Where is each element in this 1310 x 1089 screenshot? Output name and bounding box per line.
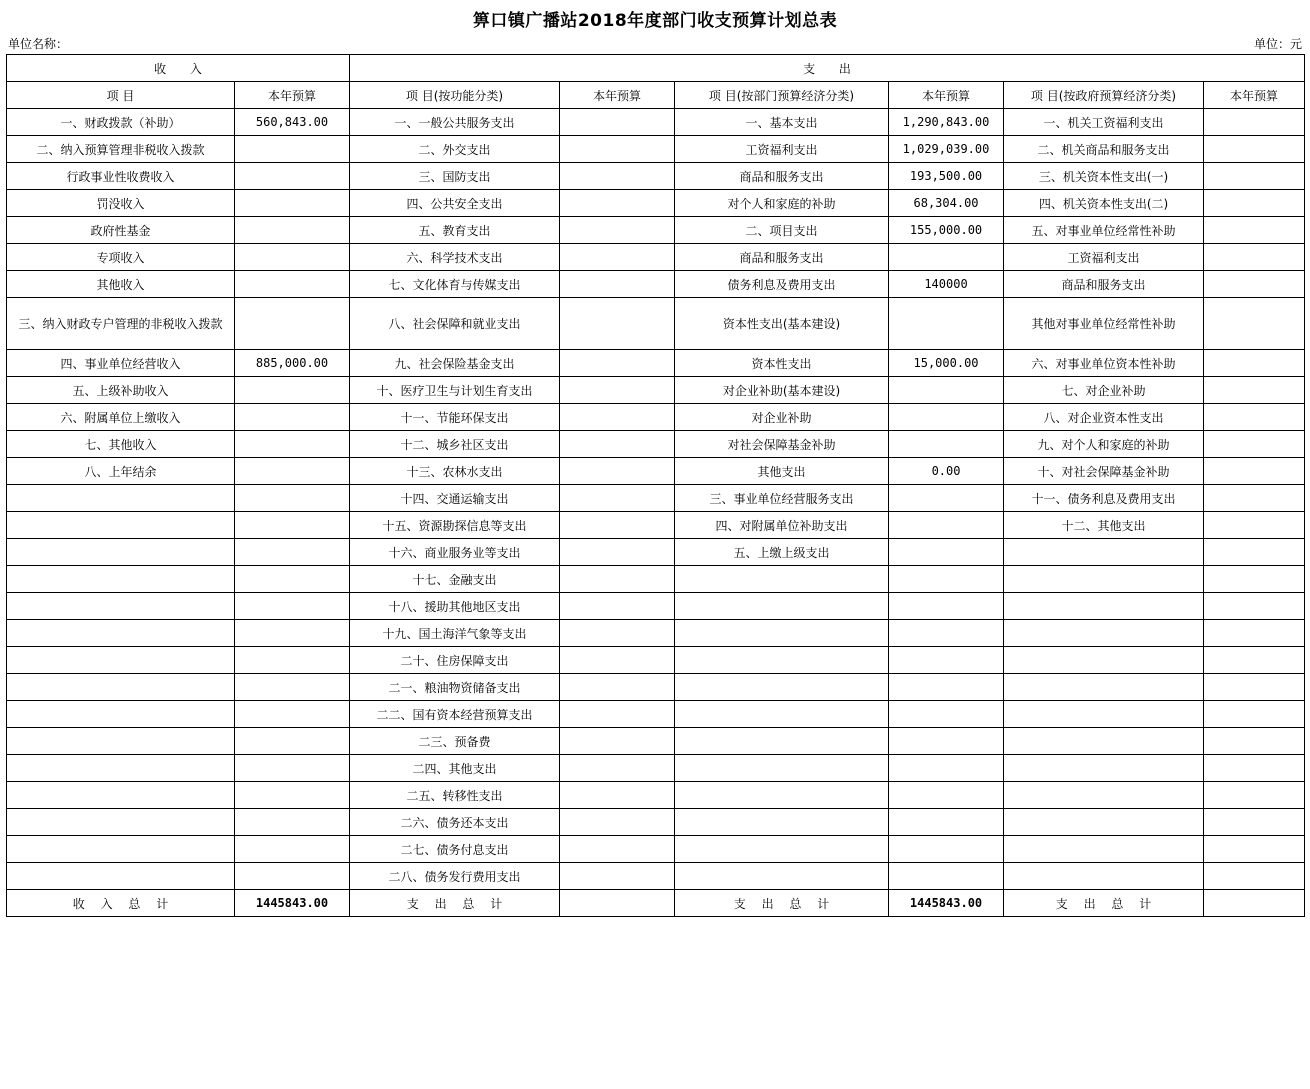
cell-function-value	[560, 271, 675, 298]
cell-department-item: 商品和服务支出	[675, 163, 889, 190]
table-row	[7, 350, 1305, 377]
cell-income-item: 七、其他收入	[7, 431, 235, 458]
cell-department-item: 商品和服务支出	[675, 244, 889, 271]
cell-department-item: 债务利息及费用支出	[675, 271, 889, 298]
table-total-row	[7, 890, 1305, 917]
cell-function-item: 八、社会保障和就业支出	[350, 298, 560, 350]
page-title: 箅口镇广播站2018年度部门收支预算计划总表	[472, 11, 838, 31]
col-header-function-budget: 本年预算	[560, 82, 675, 109]
cell-department-value: 155,000.00	[889, 217, 1004, 244]
cell-government-item	[1004, 647, 1204, 674]
cell-income-item: 四、事业单位经营收入	[7, 350, 235, 377]
table-row	[7, 728, 1305, 755]
cell-function-item: 五、教育支出	[350, 217, 560, 244]
cell-function-value	[560, 755, 675, 782]
cell-government-item: 七、对企业补助	[1004, 377, 1204, 404]
cell-income-value	[235, 593, 350, 620]
cell-department-item	[675, 566, 889, 593]
cell-department-value	[889, 512, 1004, 539]
cell-function-item: 十七、金融支出	[350, 566, 560, 593]
cell-income-item: 三、纳入财政专户管理的非税收入拨款	[7, 298, 235, 350]
cell-department-value	[889, 755, 1004, 782]
cell-department-value	[889, 244, 1004, 271]
table-row	[7, 136, 1305, 163]
cell-income-value	[235, 298, 350, 350]
table-row	[7, 404, 1305, 431]
cell-function-item: 三、国防支出	[350, 163, 560, 190]
total-department-label: 支 出 总 计	[675, 890, 889, 917]
cell-department-value	[889, 701, 1004, 728]
cell-government-item: 商品和服务支出	[1004, 271, 1204, 298]
cell-function-item: 二七、债务付息支出	[350, 836, 560, 863]
table-row	[7, 377, 1305, 404]
cell-department-item: 对企业补助	[675, 404, 889, 431]
table-row	[7, 512, 1305, 539]
cell-function-value	[560, 701, 675, 728]
cell-income-value	[235, 190, 350, 217]
cell-department-item	[675, 809, 889, 836]
total-function-label: 支 出 总 计	[350, 890, 560, 917]
cell-income-item	[7, 512, 235, 539]
cell-function-value	[560, 620, 675, 647]
cell-department-value	[889, 620, 1004, 647]
cell-department-value: 140000	[889, 271, 1004, 298]
cell-government-value	[1204, 485, 1305, 512]
cell-income-item: 政府性基金	[7, 217, 235, 244]
cell-government-item: 八、对企业资本性支出	[1004, 404, 1204, 431]
total-department-value: 1445843.00	[889, 890, 1004, 917]
total-income-label: 收 入 总 计	[7, 890, 235, 917]
cell-department-value: 15,000.00	[889, 350, 1004, 377]
cell-government-item	[1004, 566, 1204, 593]
cell-income-item	[7, 566, 235, 593]
cell-government-item: 五、对事业单位经常性补助	[1004, 217, 1204, 244]
cell-function-value	[560, 539, 675, 566]
cell-income-value: 885,000.00	[235, 350, 350, 377]
cell-function-item: 四、公共安全支出	[350, 190, 560, 217]
cell-department-item: 三、事业单位经营服务支出	[675, 485, 889, 512]
cell-income-item: 罚没收入	[7, 190, 235, 217]
cell-income-item	[7, 755, 235, 782]
cell-department-item: 其他支出	[675, 458, 889, 485]
cell-income-value	[235, 809, 350, 836]
cell-government-item: 十一、债务利息及费用支出	[1004, 485, 1204, 512]
cell-department-item: 四、对附属单位补助支出	[675, 512, 889, 539]
cell-income-value	[235, 431, 350, 458]
cell-government-item: 三、机关资本性支出(一)	[1004, 163, 1204, 190]
cell-government-item	[1004, 836, 1204, 863]
cell-function-item: 二、外交支出	[350, 136, 560, 163]
cell-department-item: 对社会保障基金补助	[675, 431, 889, 458]
cell-government-value	[1204, 217, 1305, 244]
cell-government-value	[1204, 755, 1305, 782]
cell-income-item	[7, 539, 235, 566]
cell-function-value	[560, 863, 675, 890]
cell-income-value	[235, 836, 350, 863]
income-group-header: 收 入	[7, 55, 350, 82]
cell-income-item	[7, 701, 235, 728]
cell-income-value	[235, 647, 350, 674]
table-row	[7, 836, 1305, 863]
table-row	[7, 458, 1305, 485]
col-header-government-item: 项 目(按政府预算经济分类)	[1004, 82, 1204, 109]
cell-income-value	[235, 566, 350, 593]
cell-department-value	[889, 298, 1004, 350]
cell-function-value	[560, 109, 675, 136]
table-row	[7, 755, 1305, 782]
cell-function-item: 二六、债务还本支出	[350, 809, 560, 836]
cell-function-item: 一、一般公共服务支出	[350, 109, 560, 136]
cell-income-value	[235, 217, 350, 244]
cell-government-item	[1004, 728, 1204, 755]
cell-government-value	[1204, 298, 1305, 350]
cell-government-value	[1204, 782, 1305, 809]
cell-function-value	[560, 298, 675, 350]
cell-department-value	[889, 566, 1004, 593]
cell-government-item	[1004, 674, 1204, 701]
cell-function-value	[560, 566, 675, 593]
col-header-function-item: 项 目(按功能分类)	[350, 82, 560, 109]
cell-income-item	[7, 593, 235, 620]
cell-department-value: 1,290,843.00	[889, 109, 1004, 136]
cell-function-item: 二二、国有资本经营预算支出	[350, 701, 560, 728]
cell-function-item: 十三、农林水支出	[350, 458, 560, 485]
cell-income-item: 六、附属单位上缴收入	[7, 404, 235, 431]
cell-function-value	[560, 809, 675, 836]
table-row	[7, 593, 1305, 620]
cell-department-item	[675, 620, 889, 647]
cell-function-value	[560, 377, 675, 404]
cell-government-value	[1204, 728, 1305, 755]
table-row	[7, 539, 1305, 566]
cell-department-item	[675, 836, 889, 863]
unit-name-label: 单位名称：	[8, 37, 69, 51]
cell-income-value	[235, 701, 350, 728]
cell-function-item: 十一、节能环保支出	[350, 404, 560, 431]
cell-function-item: 二四、其他支出	[350, 755, 560, 782]
cell-government-value	[1204, 674, 1305, 701]
cell-department-value	[889, 404, 1004, 431]
cell-government-item: 十、对社会保障基金补助	[1004, 458, 1204, 485]
cell-income-value	[235, 728, 350, 755]
cell-department-value	[889, 836, 1004, 863]
cell-function-item: 二八、债务发行费用支出	[350, 863, 560, 890]
cell-government-item: 一、机关工资福利支出	[1004, 109, 1204, 136]
cell-income-value	[235, 404, 350, 431]
cell-income-item	[7, 863, 235, 890]
cell-function-value	[560, 404, 675, 431]
cell-function-value	[560, 190, 675, 217]
cell-government-item	[1004, 701, 1204, 728]
table-row	[7, 782, 1305, 809]
cell-department-item: 资本性支出(基本建设)	[675, 298, 889, 350]
cell-function-value	[560, 836, 675, 863]
cell-income-item	[7, 620, 235, 647]
cell-government-item: 工资福利支出	[1004, 244, 1204, 271]
cell-income-item	[7, 836, 235, 863]
cell-government-value	[1204, 566, 1305, 593]
cell-department-value: 1,029,039.00	[889, 136, 1004, 163]
cell-department-item	[675, 593, 889, 620]
col-header-income-budget: 本年预算	[235, 82, 350, 109]
col-header-income-item: 项 目	[7, 82, 235, 109]
unit-measure-label: 单位：元	[1253, 37, 1302, 51]
cell-function-item: 十、医疗卫生与计划生育支出	[350, 377, 560, 404]
table-group-header-row	[7, 55, 1305, 82]
cell-function-item: 二三、预备费	[350, 728, 560, 755]
total-income-value: 1445843.00	[235, 890, 350, 917]
cell-income-value	[235, 377, 350, 404]
cell-department-item	[675, 728, 889, 755]
cell-function-item: 二一、粮油物资储备支出	[350, 674, 560, 701]
cell-income-value	[235, 782, 350, 809]
cell-function-value	[560, 217, 675, 244]
total-function-value	[560, 890, 675, 917]
table-row	[7, 217, 1305, 244]
cell-income-item: 二、纳入预算管理非税收入拨款	[7, 136, 235, 163]
cell-income-value	[235, 755, 350, 782]
table-row	[7, 271, 1305, 298]
table-row	[7, 109, 1305, 136]
cell-income-value	[235, 163, 350, 190]
cell-government-item: 六、对事业单位资本性补助	[1004, 350, 1204, 377]
cell-function-item: 二五、转移性支出	[350, 782, 560, 809]
cell-income-item: 八、上年结余	[7, 458, 235, 485]
cell-government-value	[1204, 377, 1305, 404]
cell-income-value: 560,843.00	[235, 109, 350, 136]
cell-function-value	[560, 163, 675, 190]
total-government-label: 支 出 总 计	[1004, 890, 1204, 917]
cell-government-value	[1204, 109, 1305, 136]
cell-function-value	[560, 458, 675, 485]
col-header-department-item: 项 目(按部门预算经济分类)	[675, 82, 889, 109]
table-row	[7, 485, 1305, 512]
cell-department-value	[889, 863, 1004, 890]
cell-department-item: 资本性支出	[675, 350, 889, 377]
cell-government-item	[1004, 863, 1204, 890]
cell-government-value	[1204, 244, 1305, 271]
cell-income-item: 行政事业性收费收入	[7, 163, 235, 190]
cell-government-value	[1204, 458, 1305, 485]
cell-government-value	[1204, 163, 1305, 190]
cell-income-value	[235, 244, 350, 271]
cell-function-item: 十九、国土海洋气象等支出	[350, 620, 560, 647]
cell-government-value	[1204, 701, 1305, 728]
table-row	[7, 190, 1305, 217]
cell-government-value	[1204, 863, 1305, 890]
cell-income-item: 专项收入	[7, 244, 235, 271]
cell-income-item	[7, 809, 235, 836]
cell-department-value	[889, 782, 1004, 809]
cell-department-value	[889, 809, 1004, 836]
cell-department-value	[889, 647, 1004, 674]
cell-income-value	[235, 620, 350, 647]
cell-function-value	[560, 136, 675, 163]
cell-function-item: 十四、交通运输支出	[350, 485, 560, 512]
cell-income-item	[7, 647, 235, 674]
cell-government-item	[1004, 755, 1204, 782]
cell-department-value	[889, 377, 1004, 404]
cell-department-item: 对企业补助(基本建设)	[675, 377, 889, 404]
cell-function-item: 六、科学技术支出	[350, 244, 560, 271]
cell-income-item	[7, 485, 235, 512]
cell-department-item: 一、基本支出	[675, 109, 889, 136]
cell-department-value: 193,500.00	[889, 163, 1004, 190]
cell-function-item: 十二、城乡社区支出	[350, 431, 560, 458]
cell-government-value	[1204, 404, 1305, 431]
cell-government-value	[1204, 836, 1305, 863]
cell-department-item	[675, 863, 889, 890]
cell-income-value	[235, 485, 350, 512]
cell-department-value	[889, 431, 1004, 458]
cell-income-value	[235, 863, 350, 890]
table-row	[7, 674, 1305, 701]
cell-department-item	[675, 782, 889, 809]
cell-income-value	[235, 512, 350, 539]
cell-function-value	[560, 244, 675, 271]
cell-department-value	[889, 539, 1004, 566]
cell-department-item	[675, 674, 889, 701]
cell-government-item: 二、机关商品和服务支出	[1004, 136, 1204, 163]
cell-department-item: 二、项目支出	[675, 217, 889, 244]
cell-function-value	[560, 593, 675, 620]
cell-function-value	[560, 485, 675, 512]
cell-function-item: 十六、商业服务业等支出	[350, 539, 560, 566]
cell-government-value	[1204, 539, 1305, 566]
cell-department-item	[675, 701, 889, 728]
cell-government-item	[1004, 620, 1204, 647]
cell-government-value	[1204, 136, 1305, 163]
cell-government-item: 十二、其他支出	[1004, 512, 1204, 539]
cell-department-value: 68,304.00	[889, 190, 1004, 217]
cell-department-value: 0.00	[889, 458, 1004, 485]
cell-government-item: 其他对事业单位经常性补助	[1004, 298, 1204, 350]
cell-income-item	[7, 728, 235, 755]
col-header-government-budget: 本年预算	[1204, 82, 1305, 109]
cell-department-item	[675, 755, 889, 782]
cell-function-item: 十五、资源勘探信息等支出	[350, 512, 560, 539]
table-row	[7, 647, 1305, 674]
cell-department-value	[889, 593, 1004, 620]
total-government-value	[1204, 890, 1305, 917]
cell-income-value	[235, 136, 350, 163]
cell-department-value	[889, 728, 1004, 755]
cell-function-value	[560, 647, 675, 674]
cell-government-item	[1004, 809, 1204, 836]
table-row	[7, 163, 1305, 190]
cell-department-item: 对个人和家庭的补助	[675, 190, 889, 217]
table-row	[7, 620, 1305, 647]
table-row	[7, 566, 1305, 593]
cell-income-value	[235, 458, 350, 485]
cell-function-value	[560, 674, 675, 701]
cell-function-value	[560, 512, 675, 539]
cell-department-item: 五、上缴上级支出	[675, 539, 889, 566]
cell-government-value	[1204, 431, 1305, 458]
cell-income-item: 一、财政拨款（补助）	[7, 109, 235, 136]
cell-function-item: 九、社会保险基金支出	[350, 350, 560, 377]
cell-function-value	[560, 431, 675, 458]
cell-government-value	[1204, 512, 1305, 539]
cell-government-value	[1204, 620, 1305, 647]
cell-department-value	[889, 674, 1004, 701]
cell-income-value	[235, 271, 350, 298]
cell-government-value	[1204, 809, 1305, 836]
cell-function-item: 七、文化体育与传媒支出	[350, 271, 560, 298]
cell-government-value	[1204, 593, 1305, 620]
expense-group-header: 支 出	[350, 55, 1305, 82]
cell-government-item	[1004, 539, 1204, 566]
cell-function-value	[560, 782, 675, 809]
cell-function-item: 二十、住房保障支出	[350, 647, 560, 674]
cell-government-item: 九、对个人和家庭的补助	[1004, 431, 1204, 458]
cell-income-item: 其他收入	[7, 271, 235, 298]
cell-government-item	[1004, 593, 1204, 620]
table-row	[7, 701, 1305, 728]
cell-income-item	[7, 674, 235, 701]
cell-income-value	[235, 674, 350, 701]
cell-department-item	[675, 647, 889, 674]
cell-government-value	[1204, 647, 1305, 674]
table-row	[7, 431, 1305, 458]
table-row	[7, 863, 1305, 890]
table-row	[7, 298, 1305, 350]
cell-government-value	[1204, 271, 1305, 298]
cell-income-item	[7, 782, 235, 809]
cell-income-item: 五、上级补助收入	[7, 377, 235, 404]
table-column-header-row	[7, 82, 1305, 109]
document-meta	[6, 35, 1304, 54]
cell-government-value	[1204, 190, 1305, 217]
cell-function-value	[560, 728, 675, 755]
cell-function-value	[560, 350, 675, 377]
cell-government-item: 四、机关资本性支出(二)	[1004, 190, 1204, 217]
cell-department-item: 工资福利支出	[675, 136, 889, 163]
cell-government-item	[1004, 782, 1204, 809]
cell-income-value	[235, 539, 350, 566]
cell-government-value	[1204, 350, 1305, 377]
table-row	[7, 244, 1305, 271]
table-row	[7, 809, 1305, 836]
cell-function-item: 十八、援助其他地区支出	[350, 593, 560, 620]
col-header-department-budget: 本年预算	[889, 82, 1004, 109]
budget-table	[6, 54, 1305, 917]
cell-department-value	[889, 485, 1004, 512]
